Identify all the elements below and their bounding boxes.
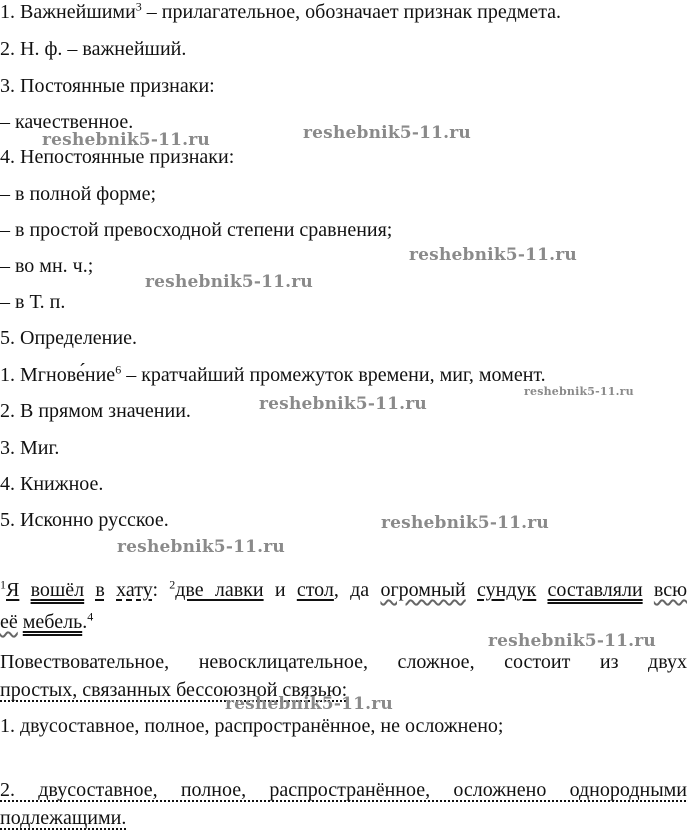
syntax-para3-line1: 2. двусоставное, полное, распространённое, осложнено однородными bbox=[0, 779, 687, 801]
analysis1-line6: – в полной форме; bbox=[0, 183, 157, 205]
sentence-line2: её мебель.$^4$ bbox=[0, 609, 94, 633]
analysis1-line9: – в Т. п. bbox=[0, 291, 66, 313]
watermark: reshebnik5-11.ru bbox=[117, 537, 285, 557]
syntax-para1-line2: простых, связанных бессоюзной связью: bbox=[0, 679, 348, 701]
watermark: reshebnik5-11.ru bbox=[303, 123, 471, 143]
analysis2-line4: 4. Книжное. bbox=[0, 473, 104, 495]
watermark: reshebnik5-11.ru bbox=[42, 130, 210, 150]
watermark: reshebnik5-11.ru bbox=[225, 694, 393, 714]
watermark: reshebnik5-11.ru bbox=[381, 513, 549, 533]
watermark: reshebnik5-11.ru bbox=[488, 631, 656, 651]
analysis1-line7: – в простой превосходной степени сравнения; bbox=[0, 219, 393, 241]
analysis2-line1: 1. Мгнове́ние$^6$ – кратчайший промежуток времени, миг, момент. bbox=[0, 362, 546, 386]
analysis2-line5: 5. Исконно русское. bbox=[0, 509, 169, 531]
analysis1-line3: 3. Постоянные признаки: bbox=[0, 75, 215, 97]
watermark: reshebnik5-11.ru bbox=[145, 272, 313, 292]
analysis1-line1: 1. Важнейшими$^3$ – прилагательное, обозначает признак предмета. bbox=[0, 0, 562, 23]
analysis1-line2: 2. Н. ф. – важнейший. bbox=[0, 38, 187, 60]
syntax-para1-line1: Повествовательное, невосклицательное, сложное, состоит из двух bbox=[0, 651, 687, 673]
analysis1-line4: – качественное. bbox=[0, 111, 134, 133]
syntax-para2: 1. двусоставное, полное, распространённое, не осложнено; bbox=[0, 715, 504, 737]
analysis1-line10: 5. Определение. bbox=[0, 327, 137, 349]
watermark: reshebnik5-11.ru bbox=[409, 245, 577, 265]
watermark: reshebnik5-11.ru bbox=[259, 394, 427, 414]
sentence-line1: $^1$Я вошёл в хату: $^2$две лавки и стол, да огромный сундук составляли всю bbox=[0, 577, 687, 601]
analysis1-line5: 4. Непостоянные признаки: bbox=[0, 146, 235, 168]
analysis2-line2: 2. В прямом значении. bbox=[0, 400, 191, 422]
analysis2-line3: 3. Миг. bbox=[0, 437, 60, 459]
watermark: reshebnik5-11.ru bbox=[524, 385, 634, 398]
analysis1-line8: – во мн. ч.; bbox=[0, 255, 94, 277]
syntax-para3-line2: подлежащими. bbox=[0, 807, 127, 829]
